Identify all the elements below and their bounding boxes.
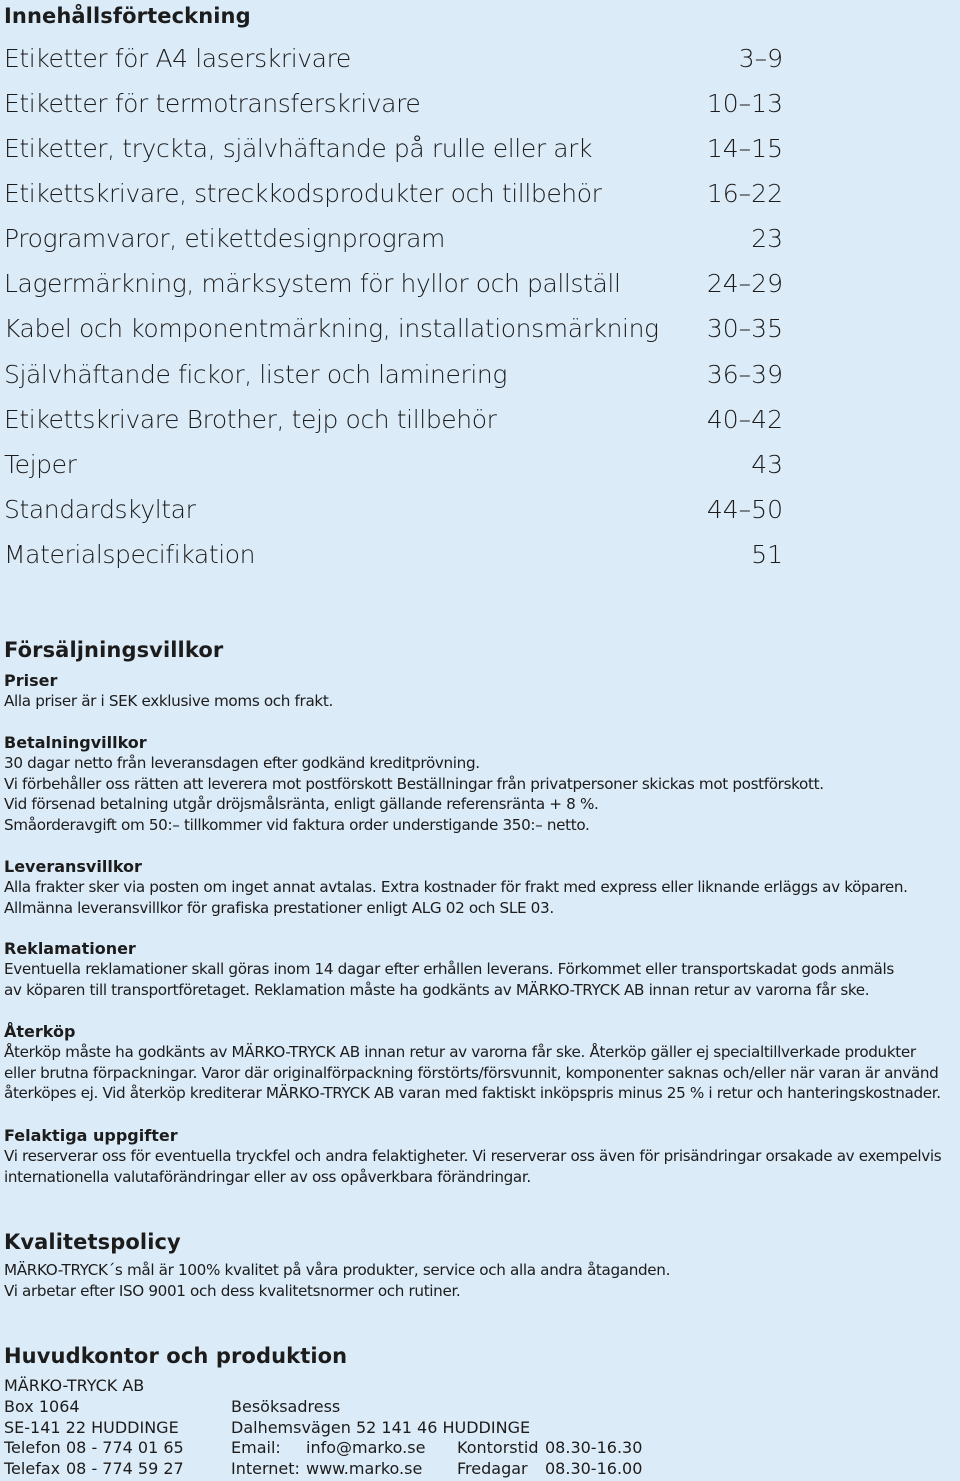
terms-heading: Försäljningsvillkor: [4, 638, 224, 662]
toc-entry-title: Etiketter för termotransferskrivare: [4, 89, 421, 118]
section-line: Allmänna leveransvillkor för grafiska prestationer enligt ALG 02 och SLE 03.: [4, 898, 554, 917]
section-title: Betalningvillkor: [4, 733, 147, 752]
toc-entry-title: Etiketter, tryckta, självhäftande på rulle eller ark: [4, 134, 593, 163]
company-name: MÄRKO-TRYCK AB: [4, 1376, 145, 1395]
toc-entry[interactable]: [4, 89, 783, 129]
toc-entry[interactable]: [4, 269, 783, 309]
toc-entry-pages: 43: [751, 450, 783, 479]
contact-online: [306, 1438, 425, 1480]
toc-entry-pages: 36–39: [706, 360, 783, 389]
visit-label: Besöksadress: [231, 1396, 341, 1416]
section-line: Återköp måste ha godkänts av MÄRKO-TRYCK AB innan retur av varorna får ske. Återköp gäller ej specialtillverkade produkter: [4, 1043, 916, 1061]
section-title: Priser: [4, 671, 58, 690]
quality-heading: Kvalitetspolicy: [4, 1230, 181, 1254]
toc-entry-pages: 30–35: [706, 314, 783, 343]
section-title: Felaktiga uppgifter: [4, 1126, 178, 1145]
visit-address: Dalhemsvägen 52 141 46 HUDDINGE: [231, 1417, 531, 1437]
web-link[interactable]: www.marko.se: [306, 1459, 423, 1479]
toc-entry-pages: 40–42: [706, 405, 783, 434]
toc-entry-pages: 14–15: [706, 134, 783, 163]
postal-address: SE-141 22 HUDDINGE: [4, 1417, 179, 1437]
phone-label: Telefon: [4, 1438, 61, 1458]
contact-heading: Huvudkontor och produktion: [4, 1344, 348, 1368]
phone-number[interactable]: 08 - 774 01 65: [66, 1438, 184, 1458]
section-line: Småorderavgift om 50:– tillkommer vid faktura order understigande 350:– netto.: [4, 816, 590, 835]
toc-entry-title: Etikettskrivare, streckkodsprodukter och tillbehör: [4, 179, 602, 208]
section-title: Reklamationer: [4, 939, 136, 958]
toc-entry-title: Etiketter för A4 laserskrivare: [4, 44, 351, 73]
terms-section-complaints: [4, 938, 956, 1000]
quality-text: [4, 1260, 956, 1301]
quality-line: Vi arbetar efter ISO 9001 och dess kvalitetsnormer och rutiner.: [4, 1281, 461, 1300]
toc-heading: Innehållsförteckning: [4, 4, 251, 28]
web-label: Internet:: [231, 1459, 300, 1479]
contact-numbers: [66, 1438, 184, 1480]
toc-entry-pages: 51: [751, 540, 783, 569]
office-hours-label: Kontorstid: [457, 1438, 539, 1458]
toc-entry-title: Självhäftande fickor, lister och laminering: [4, 360, 507, 389]
toc-entry-pages: 16–22: [706, 179, 783, 208]
toc-entry[interactable]: [4, 495, 783, 535]
fax-number: 08 - 774 59 27: [66, 1459, 184, 1479]
toc-entry[interactable]: [4, 224, 783, 264]
section-line: Alla frakter sker via posten om inget annat avtalas. Extra kostnader för frakt med express eller liknande erläggs av köparen.: [4, 878, 908, 896]
section-line: återköpes ej. Vid återköp krediterar MÄRKO-TRYCK AB varan med faktiskt inköpspris minus 25 % i retur och hanteringskostnader.: [4, 1084, 941, 1103]
toc-entry[interactable]: [4, 179, 783, 219]
terms-section-prices: [4, 670, 956, 712]
section-line: Vi reserverar oss för eventuella tryckfel och andra felaktigheter. Vi reserverar oss även för prisändringar orsakade av exempelvis: [4, 1147, 942, 1165]
toc-entry-title: Programvaror, etikettdesignprogram: [4, 224, 445, 253]
friday-hours-label: Fredagar: [457, 1459, 528, 1479]
toc-entry-pages: 24–29: [706, 269, 783, 298]
toc-entry[interactable]: [4, 44, 783, 84]
section-title: Leveransvillkor: [4, 857, 142, 876]
email-label: Email:: [231, 1438, 281, 1458]
section-title: Återköp: [4, 1022, 76, 1041]
email-link[interactable]: info@marko.se: [306, 1438, 426, 1458]
toc-entry[interactable]: [4, 540, 783, 580]
terms-section-payment: [4, 732, 956, 836]
toc-entry-pages: 44–50: [706, 495, 783, 524]
hours-labels: [457, 1438, 538, 1480]
terms-section-returns: [4, 1021, 956, 1104]
toc-entry-title: Materialspecifikation: [4, 540, 256, 569]
office-hours: 08.30-16.30: [545, 1438, 643, 1458]
postal-box: Box 1064: [4, 1396, 80, 1416]
toc-entry-title: Standardskyltar: [4, 495, 196, 524]
toc-entry-title: Tejper: [4, 450, 77, 479]
section-line: Vi förbehåller oss rätten att leverera mot postförskott Beställningar från privatpersoner skickas mot postförskott.: [4, 774, 824, 793]
hours-values: [545, 1438, 642, 1480]
section-line: internationella valutaförändringar eller av oss opåverkbara förändringar.: [4, 1167, 531, 1186]
toc-entry-title: Kabel och komponentmärkning, installationsmärkning: [4, 314, 659, 343]
toc-entry[interactable]: [4, 360, 783, 400]
section-line: av köparen till transportföretaget. Reklamation måste ha godkänts av MÄRKO-TRYCK AB innan retur av varorna får ske.: [4, 980, 870, 999]
terms-section-delivery: [4, 856, 956, 918]
terms-section-errors: [4, 1125, 956, 1187]
toc-entry[interactable]: [4, 405, 783, 445]
section-line: Alla priser är i SEK exklusive moms och frakt.: [4, 692, 333, 710]
toc-entry-pages: 10–13: [706, 89, 783, 118]
toc-entry-pages: 23: [751, 224, 783, 253]
section-line: Vid försenad betalning utgår dröjsmålsränta, enligt gällande referensränta + 8 %.: [4, 795, 599, 814]
toc-entry[interactable]: [4, 314, 783, 354]
section-line: eller brutna förpackningar. Varor där originalförpackning förstörts/försvunnit, komponenter saknas och/eller när varan är använd: [4, 1063, 939, 1082]
toc-entry[interactable]: [4, 134, 783, 174]
toc-entry-title: Lagermärkning, märksystem för hyllor och pallställ: [4, 269, 621, 298]
toc-entry[interactable]: [4, 450, 783, 490]
fax-label: Telefax: [4, 1459, 61, 1479]
section-line: 30 dagar netto från leveransdagen efter godkänd kreditprövning.: [4, 754, 480, 772]
quality-line: MÄRKO-TRYCK´s mål är 100% kvalitet på våra produkter, service och alla andra åtaganden.: [4, 1261, 671, 1279]
friday-hours: 08.30-16.00: [545, 1459, 643, 1479]
section-line: Eventuella reklamationer skall göras inom 14 dagar efter erhållen leverans. Förkommet eller transportskadat gods anmäls: [4, 960, 894, 978]
toc-entry-pages: 3–9: [738, 44, 783, 73]
toc-entry-title: Etikettskrivare Brother, tejp och tillbehör: [4, 405, 497, 434]
